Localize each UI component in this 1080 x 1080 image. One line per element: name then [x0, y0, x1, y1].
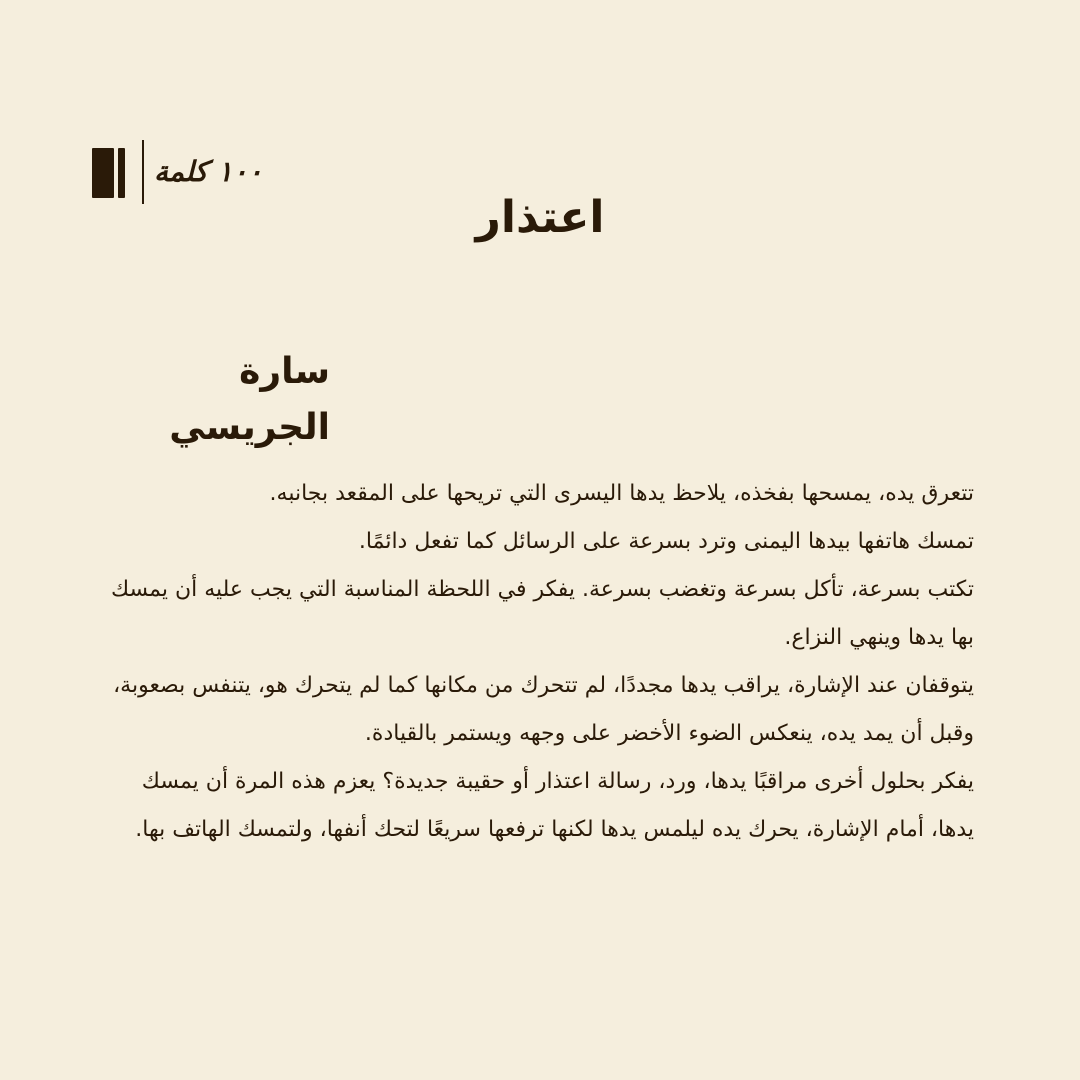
logo-text: ١٠٠ كلمة [154, 155, 263, 188]
brand-logo [90, 140, 270, 206]
author-name: سارة الجريسي [169, 351, 330, 448]
story-paragraph: تتعرق يده، يمسحها بفخذه، يلاحظ يدها اليسرى التي تريحها على المقعد بجانبه. [269, 481, 974, 506]
story-title: اعتذار [475, 192, 605, 243]
story-paragraph: تكتب بسرعة، تأكل بسرعة وتغضب بسرعة. يفكر في اللحظة المناسبة التي يجب عليه أن يمسك بها يدها وينهي النزاع. [110, 577, 974, 650]
book-spine-block [118, 148, 125, 198]
logo-divider [142, 140, 144, 204]
story-body [104, 470, 974, 854]
book-cover-block [92, 148, 114, 198]
story-paragraph: يتوقفان عند الإشارة، يراقب يدها مجددًا، لم تتحرك من مكانها كما لم يتحرك هو، يتنفس بصعوبة، وقبل أن يمد يده، ينعكس الضوء الأخضر على وجهه ويستمر بالقيادة. [113, 673, 974, 746]
book-icon [90, 148, 130, 198]
story-paragraph: يفكر بحلول أخرى مراقبًا يدها، ورد، رسالة اعتذار أو حقيبة جديدة؟ يعزم هذه المرة أن يمسك يدها، أمام الإشارة، يحرك يده ليلمس يدها لكنها ترفعها سريعًا لتحك أنفها، ولتمسك الهاتف بها. [135, 769, 974, 842]
story-paragraph: تمسك هاتفها بيدها اليمنى وترد بسرعة على الرسائل كما تفعل دائمًا. [358, 529, 974, 554]
